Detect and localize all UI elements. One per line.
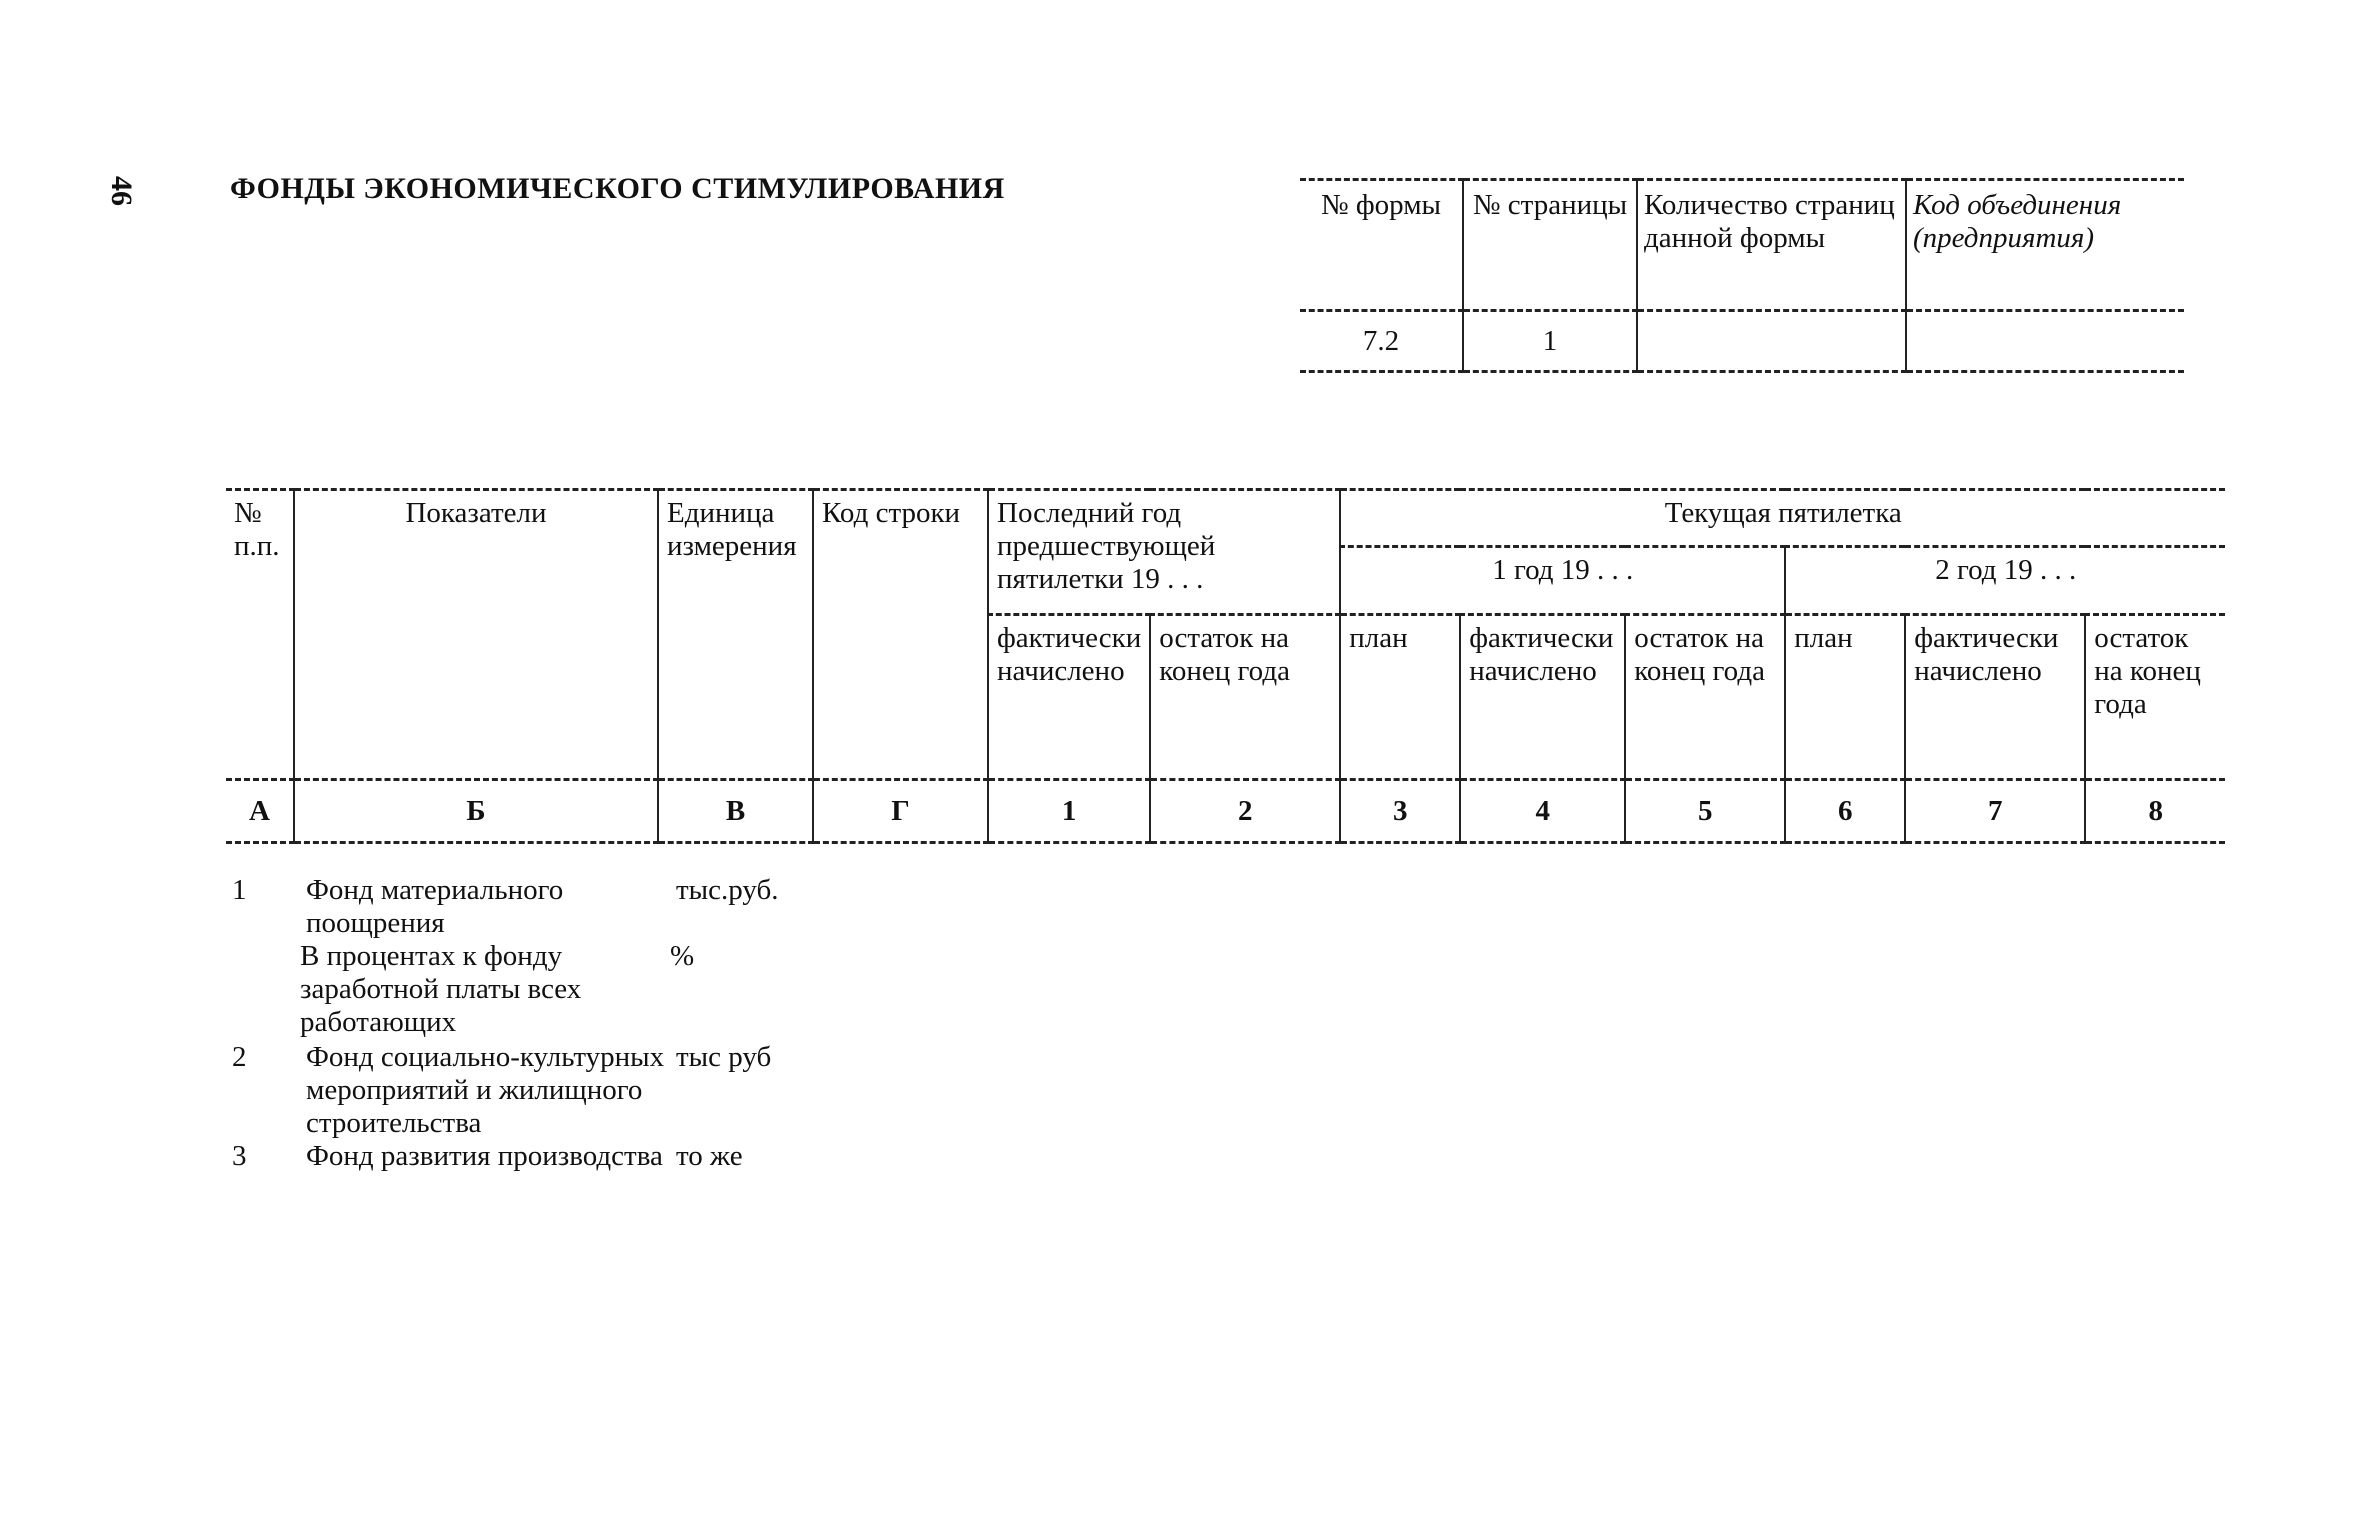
row-indicator: В процентах к фонду заработной платы всех работающих	[300, 940, 582, 1038]
column-number: 3	[1340, 780, 1460, 843]
column-number: 2	[1150, 780, 1340, 843]
row-indicator: Фонд развития производства	[306, 1140, 663, 1172]
row-unit: то же	[676, 1140, 743, 1172]
indicators-table	[226, 488, 2225, 844]
column-number: 7	[1905, 780, 2085, 843]
table-row	[226, 940, 876, 1039]
form-number-header: № формы	[1300, 180, 1463, 311]
table-row	[226, 1041, 876, 1140]
header-y1-plan: план	[1340, 615, 1460, 780]
column-letter: А	[226, 780, 294, 843]
header-y1-actual: фактически начислено	[1460, 615, 1625, 780]
row-unit: тыс.руб.	[676, 874, 779, 906]
page-title: ФОНДЫ ЭКОНОМИЧЕСКОГО СТИМУЛИРОВАНИЯ	[230, 172, 1005, 205]
indicator-rows	[226, 874, 876, 1173]
enterprise-code-header: Код объединения (предприятия)	[1906, 180, 2184, 311]
page-count-header: Количество страниц данной формы	[1637, 180, 1906, 311]
column-number: 4	[1460, 780, 1625, 843]
row-number: 2	[232, 1041, 247, 1073]
row-unit: тыс руб	[676, 1041, 772, 1073]
header-current-five-year: Текущая пятилетка	[1340, 490, 2225, 547]
header-year-1: 1 год 19 . . .	[1340, 547, 1785, 615]
header-unit: Единица измерения	[658, 490, 813, 780]
form-info-table	[1300, 178, 2184, 373]
form-number-value: 7.2	[1300, 311, 1463, 372]
column-number: 6	[1785, 780, 1905, 843]
column-letter: Г	[813, 780, 988, 843]
row-number: 3	[232, 1140, 247, 1172]
row-indicator: Фонд социально-культурных мероприятий и жилищного строительства	[306, 1041, 665, 1139]
header-last-remainder: остаток на конец года	[1150, 615, 1340, 780]
header-indicators: Показатели	[294, 490, 658, 780]
header-last-actual: фактически начислено	[988, 615, 1150, 780]
column-letter: Б	[294, 780, 658, 843]
page-count-value	[1637, 311, 1906, 372]
column-letter: В	[658, 780, 813, 843]
header-year-2: 2 год 19 . . .	[1785, 547, 2225, 615]
table-row	[226, 1140, 876, 1173]
header-y2-actual: фактически начислено	[1905, 615, 2085, 780]
header-last-year: Последний год предшествующей пятилетки 19 . . .	[988, 490, 1340, 615]
column-number: 8	[2085, 780, 2225, 843]
page-number-header: № страницы	[1463, 180, 1637, 311]
page-number: 46	[105, 176, 138, 206]
row-unit: %	[670, 940, 695, 972]
row-indicator: Фонд материального поощрения	[306, 874, 564, 939]
header-y2-plan: план	[1785, 615, 1905, 780]
header-y2-remainder: остаток на конец года	[2085, 615, 2225, 780]
header-line-code: Код строки	[813, 490, 988, 780]
page-number-value: 1	[1463, 311, 1637, 372]
row-number	[226, 940, 296, 1039]
header-y1-remainder: остаток на конец года	[1625, 615, 1785, 780]
header-row-number: № п.п.	[226, 490, 294, 780]
column-number: 5	[1625, 780, 1785, 843]
enterprise-code-value	[1906, 311, 2184, 372]
table-row	[226, 874, 876, 940]
row-number: 1	[232, 874, 247, 906]
column-number: 1	[988, 780, 1150, 843]
